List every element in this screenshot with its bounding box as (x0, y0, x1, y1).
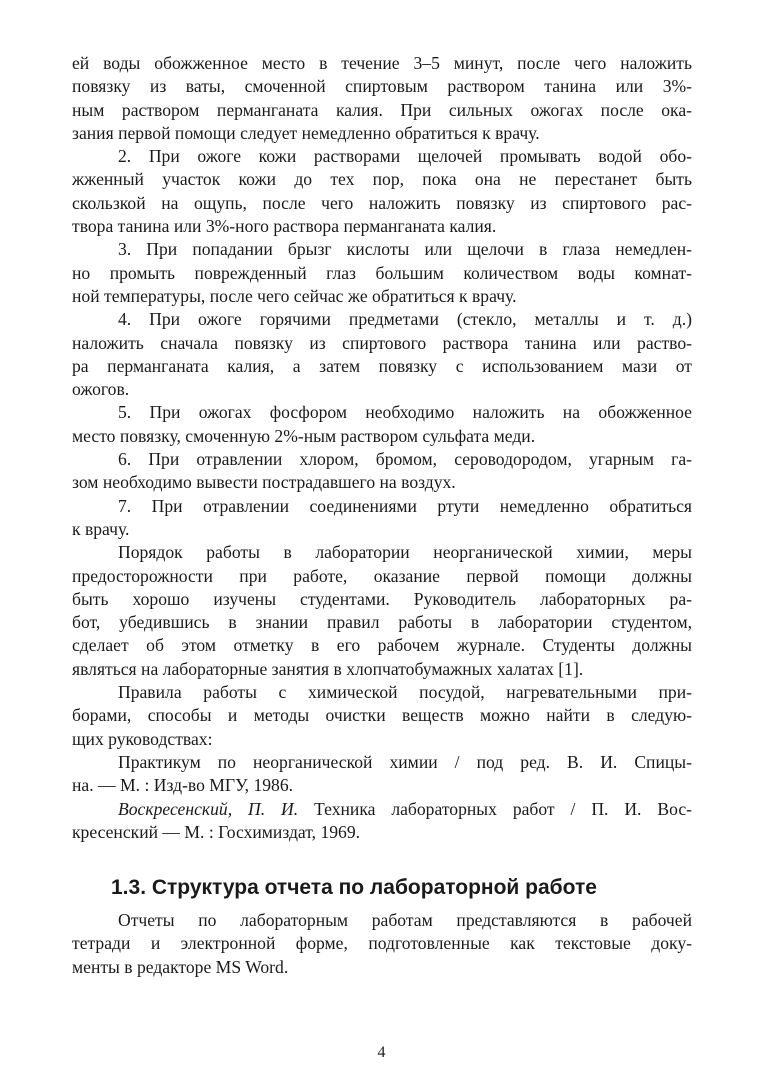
text-line: твора танина или 3%-ного раствора перманганата калия. (72, 216, 497, 237)
text-line: Порядок работы в лаборатории неорганической химии, меры (118, 542, 692, 563)
page-number: 4 (377, 1044, 386, 1061)
body-text (72, 52, 692, 844)
reference-line (72, 798, 692, 821)
text-line: 6. При отравлении хлором, бромом, сероводородом, угарным га- (118, 449, 692, 470)
text-line: ным раствором перманганата калия. При сильных ожогах после ока- (72, 99, 692, 120)
text-line: 7. При отравлении соединениями ртути немедленно обратиться (118, 495, 692, 516)
text-line: 2. При ожоге кожи растворами щелочей промывать водой обо- (118, 146, 692, 167)
reference-line: Практикум по неорганической химии / под ред. В. И. Спицы- (118, 751, 692, 772)
text-line: Отчеты по лабораторным работам представляются в рабочей (118, 910, 692, 930)
text-line: ра перманганата калия, а затем повязку с использованием мази от (72, 355, 692, 376)
text-line: 3. При попадании брызг кислоты или щелочи в глаза немедлен- (118, 239, 692, 260)
reference-line: кресенский — М. : Госхимиздат, 1969. (72, 821, 361, 842)
text-line: менты в редакторе MS Word. (72, 956, 289, 977)
text-line: но промыть поврежденный глаз большим количеством воды комнат- (72, 262, 692, 283)
text-line: щих руководствах: (72, 728, 213, 749)
reference-title: Техника лабораторных работ / П. И. Вос- (298, 798, 693, 819)
text-line: сделает об этом отметку в его рабочем журнале. Студенты должны (72, 635, 692, 656)
text-line: ей воды обожженное место в течение 3–5 минут, после чего наложить (72, 53, 692, 73)
text-line: ожогов. (72, 379, 130, 400)
text-line: жженный участок кожи до тех пор, пока она не перестанет быть (72, 169, 692, 190)
text-line: 4. При ожоге горячими предметами (стекло, металлы и т. д.) (118, 309, 692, 330)
reference-line: на. — М. : Изд-во МГУ, 1986. (72, 775, 294, 796)
text-line: бот, убедившись в знании правил работы в лаборатории студентом, (72, 612, 692, 633)
text-line: зом необходимо вывести пострадавшего на воздух. (72, 472, 456, 493)
text-line: место повязку, смоченную 2%-ным раствором сульфата меди. (72, 425, 536, 446)
text-line: ной температуры, после чего сейчас же обратиться к врачу. (72, 285, 517, 306)
text-line: наложить сначала повязку из спиртового раствора танина или раство- (72, 332, 692, 353)
text-line: Правила работы с химической посудой, нагревательными при- (118, 682, 692, 703)
text-line: тетради и электронной форме, подготовленные как текстовые доку- (72, 933, 692, 954)
text-line: борами, способы и методы очистки веществ можно найти в следую- (72, 705, 692, 726)
reference-author: Воскресенский, П. И. (118, 798, 299, 819)
section-heading: 1.3. Структура отчета по лабораторной работе (111, 876, 597, 899)
text-line: являться на лабораторные занятия в хлопчатобумажных халатах [1]. (72, 658, 584, 679)
text-line: повязку из ваты, смоченной спиртовым раствором танина или 3%- (72, 76, 692, 97)
text-line: скользкой на ощупь, после чего наложить повязку из спиртового рас- (72, 192, 692, 213)
text-line: зания первой помощи следует немедленно обратиться к врачу. (72, 122, 540, 143)
text-line: предосторожности при работе, оказание первой помощи должны (72, 565, 692, 586)
text-line: к врачу. (72, 518, 130, 539)
text-line: 5. При ожогах фосфором необходимо наложить на обожженное (118, 402, 692, 423)
section-text (72, 909, 692, 979)
text-line: быть хорошо изучены студентами. Руководитель лабораторных ра- (72, 588, 692, 609)
